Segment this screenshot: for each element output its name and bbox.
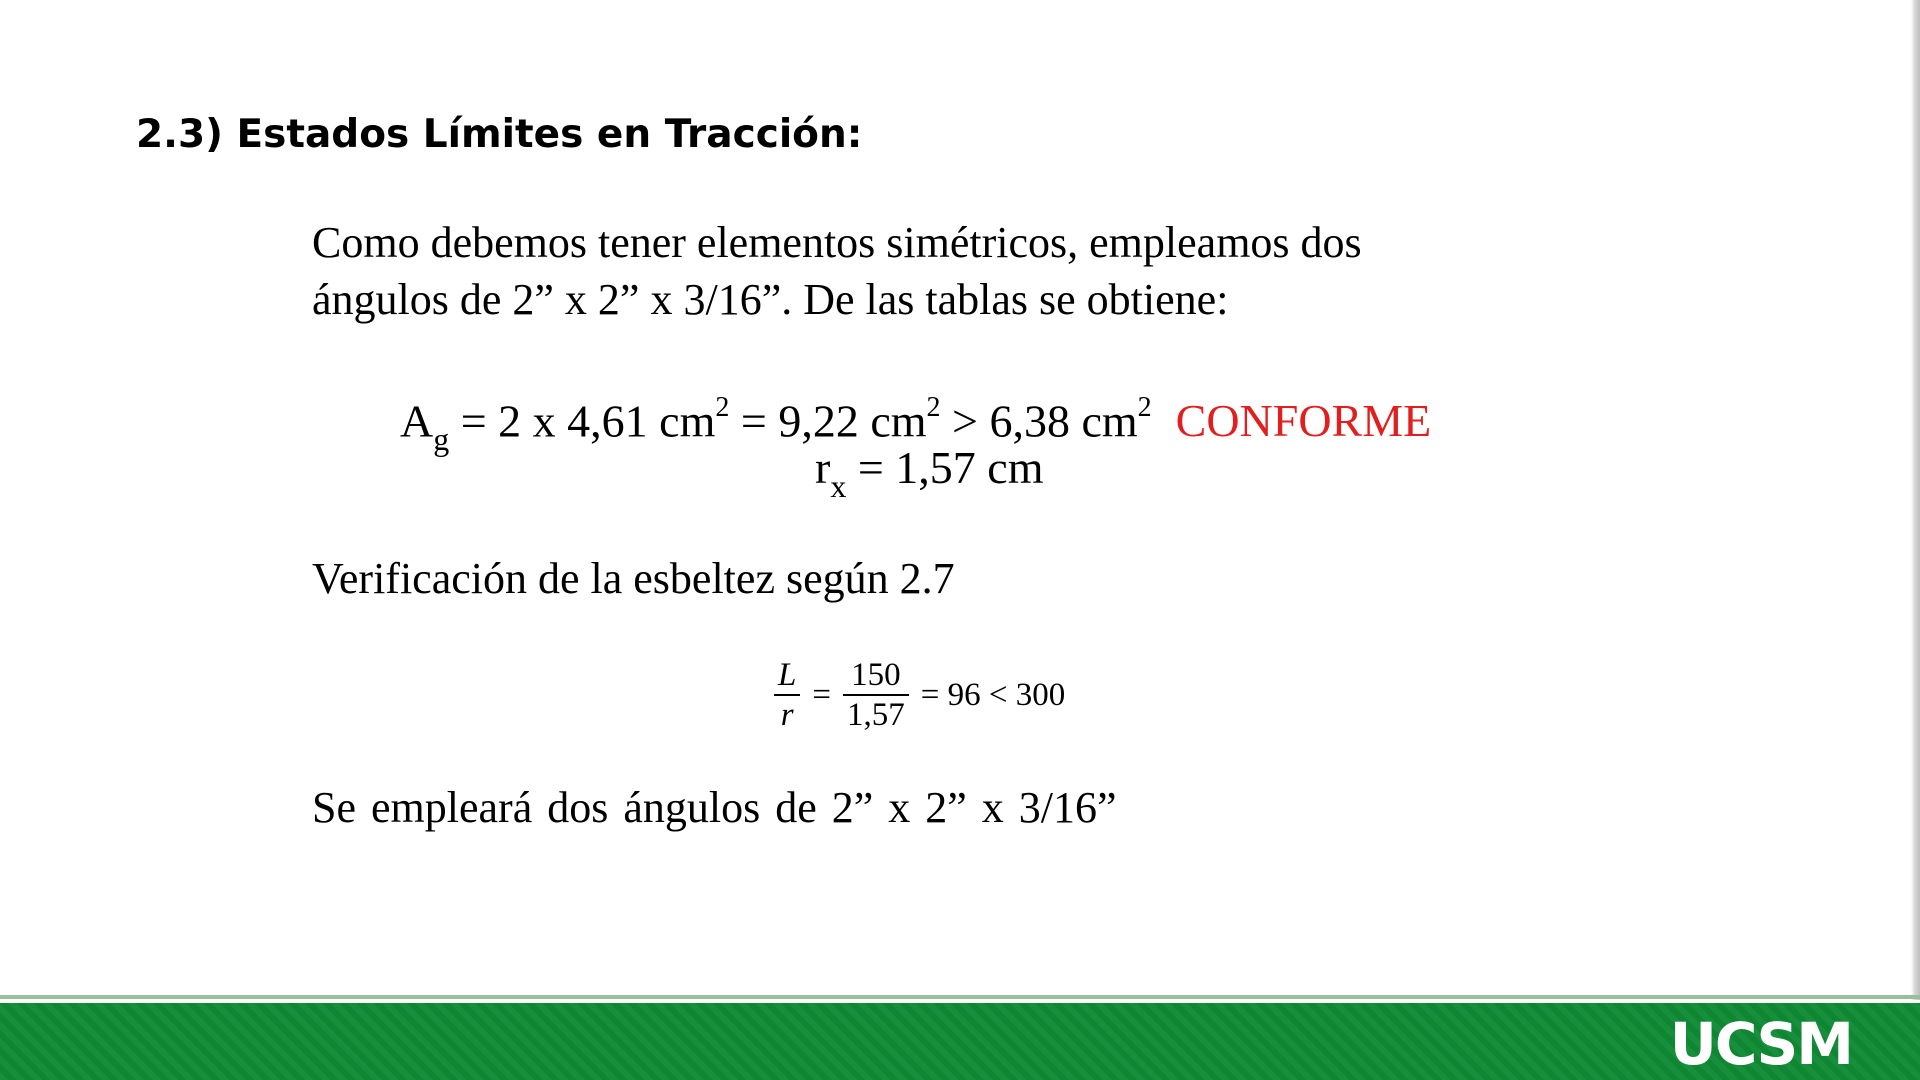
value-numerator: 150 — [851, 657, 901, 693]
slenderness-result: = 96 < 300 — [920, 676, 1066, 713]
value-denominator: 1,57 — [846, 697, 905, 733]
radius-equation — [815, 440, 1044, 504]
area-exponent-1: 2 — [715, 392, 730, 423]
ucsm-logo: UCSM — [1669, 1010, 1852, 1078]
area-symbol: A — [400, 395, 434, 447]
l-over-r-fraction — [774, 656, 800, 734]
radius-symbol: r — [815, 442, 831, 493]
area-part-2: = 9,22 cm — [729, 395, 927, 447]
area-exponent-2: 2 — [926, 392, 941, 423]
radius-subscript: x — [830, 468, 847, 504]
slide-title: 2.3) Estados Límites en Tracción: — [136, 112, 863, 157]
footer-divider — [0, 995, 1920, 999]
intro-line-2: ángulos de 2” x 2” x 3/16”. De las tablas se obtiene: — [312, 275, 1229, 324]
area-exponent-3: 2 — [1137, 392, 1152, 423]
equals-sign: = — [812, 676, 831, 713]
r-denominator: r — [780, 697, 794, 733]
intro-paragraph — [312, 214, 1362, 328]
area-part-3: > 6,38 cm — [940, 395, 1138, 447]
radius-value: = 1,57 cm — [846, 442, 1044, 493]
area-subscript: g — [433, 421, 450, 458]
value-fraction — [843, 656, 909, 734]
slide-edge-shadow — [1911, 0, 1920, 1000]
conclusion-text: Se empleará dos ángulos de 2” x 2” x 3/16” — [312, 783, 1117, 832]
l-numerator: L — [778, 657, 797, 693]
slenderness-equation — [770, 654, 1073, 736]
intro-line-1: Como debemos tener elementos simétricos, empleamos dos — [312, 218, 1362, 267]
verification-heading: Verificación de la esbeltez según 2.7 — [312, 554, 955, 603]
footer-bar — [0, 1003, 1920, 1080]
area-part-1: = 2 x 4,61 cm — [449, 395, 716, 447]
status-conforme: CONFORME — [1175, 395, 1432, 447]
